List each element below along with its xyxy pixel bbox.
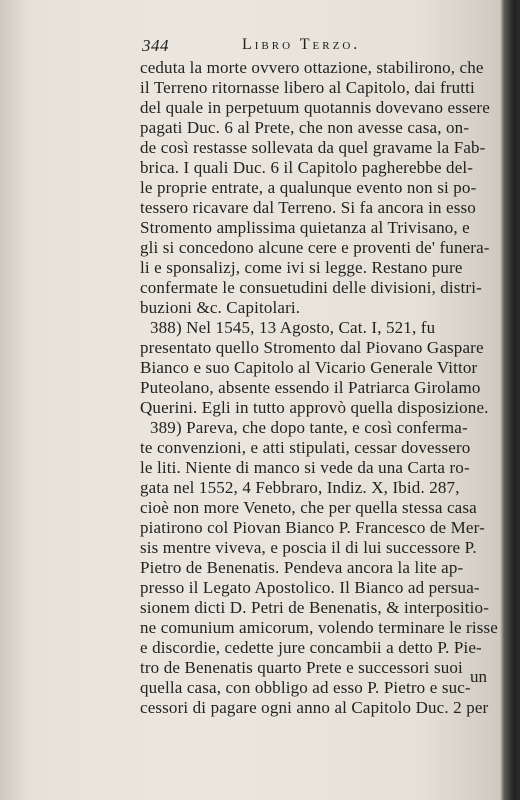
text-line: ceduta la morte ovvero ottazione, stabilirono, che (140, 58, 484, 77)
text-line: cioè non more Veneto, che per quella stessa casa (140, 498, 477, 517)
text-line: Bianco e suo Capitolo al Vicario Generale Vittor (140, 358, 478, 377)
text-line: Stromento amplissima quietanza al Trivisano, e (140, 218, 470, 237)
text-line: gli si concedono alcune cere e proventi de' funera- (140, 238, 490, 257)
text-line: sis mentre viveva, e poscia il di lui successore P. (140, 538, 477, 557)
text-line: il Terreno ritornasse libero al Capitolo, dai frutti (140, 78, 475, 97)
paragraph-389-start: 389) Pareva, che dopo tante, e così conferma- (150, 418, 468, 437)
text-line: tro de Benenatis quarto Prete e successori suoi (140, 658, 463, 677)
catchword: un (470, 667, 487, 686)
text-line: Pietro de Benenatis. Pendeva ancora la lite ap- (140, 558, 464, 577)
text-line: quella casa, con obbligo ad esso P. Pietro e suc- (140, 678, 471, 697)
text-line: sionem dicti D. Petri de Benenatis, & interpositio- (140, 598, 490, 617)
text-line: presso il Legato Apostolico. Il Bianco ad persua- (140, 578, 480, 597)
text-line: ne comunium amicorum, volendo terminare le risse (140, 618, 498, 637)
paragraph-388-start: 388) Nel 1545, 13 Agosto, Cat. I, 521, fu (150, 318, 436, 337)
text-line: li e sponsalizj, come ivi si legge. Restano pure (140, 258, 463, 277)
page-header (142, 36, 482, 58)
text-line: Querini. Egli in tutto approvò quella disposizione. (140, 398, 489, 417)
text-line: piatirono col Piovan Bianco P. Francesco de Mer- (140, 518, 485, 537)
text-line: te convenzioni, e atti stipulati, cessar dovessero (140, 438, 471, 457)
text-line: e discordie, cedette jure concambii a detto P. Pie- (140, 638, 482, 657)
text-line: del quale in perpetuum quotannis dovevano essere (140, 98, 490, 117)
text-line: Puteolano, absente essendo il Patriarca Girolamo (140, 378, 481, 397)
page-number: 344 (142, 36, 169, 55)
body-text (140, 58, 510, 718)
running-title: Libro Terzo. (242, 36, 361, 53)
text-line: gata nel 1552, 4 Febbraro, Indiz. X, Ibid. 287, (140, 478, 460, 497)
text-line: cessori di pagare ogni anno al Capitolo Duc. 2 per (140, 698, 489, 717)
text-line: de così restasse sollevata da quel gravame la Fab- (140, 138, 486, 157)
text-line: confermate le consuetudini delle divisioni, distri- (140, 278, 482, 297)
text-line: le proprie entrate, a qualunque evento non si po- (140, 178, 477, 197)
text-line: presentato quello Stromento dal Piovano Gaspare (140, 338, 484, 357)
binding-shadow (504, 0, 520, 800)
text-line: pagati Duc. 6 al Prete, che non avesse casa, on- (140, 118, 470, 137)
text-line: tessero ricavare dal Terreno. Si fa ancora in esso (140, 198, 476, 217)
text-line: le liti. Niente di manco si vede da una Carta ro- (140, 458, 470, 477)
text-line: brica. I quali Duc. 6 il Capitolo pagherebbe del- (140, 158, 474, 177)
text-line: buzioni &c. Capitolari. (140, 298, 301, 317)
